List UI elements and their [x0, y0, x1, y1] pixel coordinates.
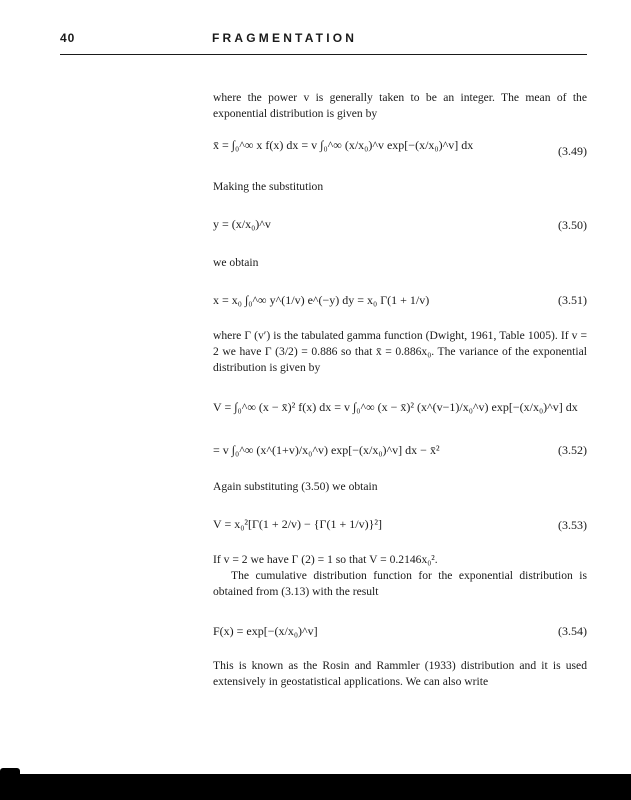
equation-3-54: F(x) = exp[−(x/x₀)^v]: [213, 624, 318, 638]
equation-label-3-51: (3.51): [558, 293, 587, 307]
equation-label-3-49: (3.49): [558, 144, 587, 158]
paragraph-5: Again substituting (3.50) we obtain: [213, 480, 378, 493]
paragraph-7: The cumulative distribution function for the exponential distribution is obtained from (3.13) with the result: [213, 569, 587, 598]
equation-3-53: V = x₀²[Γ(1 + 2/v) − {Γ(1 + 1/v)}²]: [213, 517, 382, 531]
equation-label-3-53: (3.53): [558, 518, 587, 532]
equation-label-3-52: (3.52): [558, 443, 587, 457]
paragraph-4: where Γ (v′) is the tabulated gamma function (Dwight, 1961, Table 1005). If v = 2 we have Γ (3/2) = 0.886 so that x̄ = 0.886x₀. The variance of the exponential distribution is given by: [213, 329, 587, 374]
paragraph-1: where the power v is generally taken to be an integer. The mean of the exponential distribution is given by: [213, 91, 587, 120]
chapter-title: FRAGMENTATION: [212, 31, 358, 45]
equation-variance-line-1: V = ∫₀^∞ (x − x̄)² f(x) dx = v ∫₀^∞ (x − x̄)² (x^(v−1)/x₀^v) exp[−(x/x₀)^v] dx: [213, 400, 578, 414]
page-number: 40: [60, 31, 76, 45]
equation-label-3-54: (3.54): [558, 624, 587, 638]
paragraph-8: This is known as the Rosin and Rammler (1933) distribution and it is used extensively in geostatistical applications. We can also write: [213, 659, 587, 688]
header-rule: [60, 54, 587, 55]
equation-3-49: x̄ = ∫₀^∞ x f(x) dx = v ∫₀^∞ (x/x₀)^v exp[−(x/x₀)^v] dx: [213, 138, 474, 152]
scan-bottom-border: [0, 774, 631, 800]
equation-3-51: x = x₀ ∫₀^∞ y^(1/v) e^(−y) dy = x₀ Γ(1 + 1/v): [213, 293, 430, 307]
paragraph-6: If v = 2 we have Γ (2) = 1 so that V = 0.2146x₀².: [213, 553, 438, 566]
paragraph-3: we obtain: [213, 256, 259, 269]
equation-label-3-50: (3.50): [558, 218, 587, 232]
paragraph-2: Making the substitution: [213, 180, 324, 193]
equation-3-52: = v ∫₀^∞ (x^(1+v)/x₀^v) exp[−(x/x₀)^v] dx − x̄²: [213, 443, 440, 457]
equation-3-50: y = (x/x₀)^v: [213, 217, 271, 231]
